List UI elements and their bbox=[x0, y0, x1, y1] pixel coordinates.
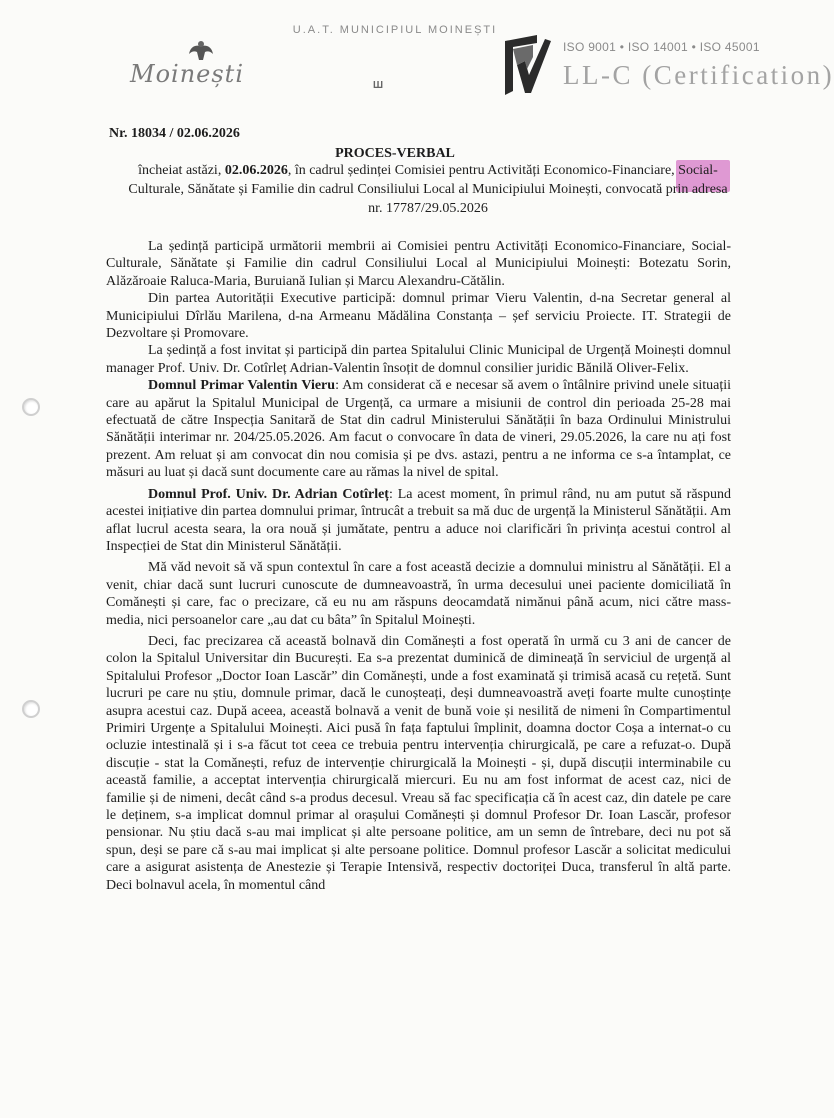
intro-suffix: , în cadrul ședinței Comisiei pentru Activități Economico-Financiare, Social-Culturale, Sănătate și Familie din cadrul Consiliului Local al Municipiului Moinești, convocată prin adresa nr. 17787/29.05.2026 bbox=[128, 163, 728, 216]
iso-standards: ISO 9001 • ISO 14001 • ISO 45001 bbox=[563, 40, 760, 54]
paragraph: Din partea Autorității Executive participă: domnul primar Vieru Valentin, d-na Secretar general al Municipiului Dîrlău Marilena, d-na Armeanu Mădălina Constanța – șef serviciu Proiecte. IT. Strategii de Dezvoltare și Promovare. bbox=[106, 291, 731, 342]
punch-hole bbox=[22, 700, 40, 718]
small-mark: Ш bbox=[373, 80, 384, 91]
paragraph: Domnul Prof. Univ. Dr. Adrian Cotîrleț: La acest moment, în primul rând, nu am putut să răspund acestei inițiative din partea domnului primar, întrucât a trebuit sa mă duc de urgență la Ministerul Sănătății. Am aflat lucrul acesta seara, la ora nouă și jumătate, pentru a aduce noi clarificări în privința acestui control al Inspecției de Stat din Ministerul Sănătății. bbox=[106, 486, 732, 554]
paragraph: Domnul Primar Valentin Vieru: Am considerat că e necesar să avem o întâlnire privind unele situații care au apărut la Spitalul Municipal de Urgență, ca urmare a misiunii de control din perioada 25-28 mai efectuată de către Inspecția Sanitară de Stat din cadrul Ministerului Sănătății în baza Ordinului Ministrului Sănătății interimar nr. 204/25.05.2026. Am facut o convocare în data de vineri, 29.05.2026, la care nu ați fost prezent. Am reluat și am convocat din nou comisia și pe dvs. astazi, pentru a ne informa ce s-a întamplat, ce măsuri au luat și dacă sunt documente care au rămas la nivel de spital. bbox=[106, 378, 731, 481]
speaker-name: Domnul Prof. Univ. Dr. Adrian Cotîrleț bbox=[148, 486, 389, 502]
intro-prefix: încheiat astăzi, bbox=[138, 163, 225, 178]
city-logo-text: Moinești bbox=[130, 60, 244, 88]
document-number: Nr. 18034 / 02.06.2026 bbox=[109, 126, 240, 141]
document-intro bbox=[128, 161, 728, 218]
paragraph: Deci, fac precizarea că această bolnavă din Comănești a fost operată în urmă cu 3 ani de cancer de colon la Spitalul Universitar din București. Ea s-a prezentat duminică de dimineață în serviciul de urgență al Spitalului Profesor „Doctor Ioan Lascăr” din Comănești, unde a fost examinată și trimisă acasă cu rețetă. Sunt lucruri pe care nu știu, domnule primar, dacă le cunoșteați, deși dumneavoastră aveți foarte multe cunoștințe asupra acestui caz. După aceea, această bolnavă a venit de bună voie și nesilită de nimeni în Compartimentul Primiri Urgențe a Spitalului Moinești. Aici pusă în fața faptului împlinit, doamna doctor Coșa a internat-o cu ocluzie intestinală și i s-a făcut tot ceea ce trebuia pentru intervenția chirurgicală, pe care a refuzat-o. După discuție - stat la Comănești, refuz de intervenție chirurgicală la Moinești - și, după discuții interminabile cu această familie, a acceptat intervenția chirurgicală miercuri. Eu nu am fost informat de acest caz, nici de familie și de nimeni, decât când s-a produs decesul. Vreau să fac specificația că în acest caz, din datele pe care le deținem, s-a implicat domnul primar al orașului Comănești și domnul Profesor Dr. Ioan Lascăr, profesor pensionar. Nu știu dacă s-au mai implicat și alte persoane politice, am un semn de întrebare, deci nu pot să spun, deși se pare că s-au mai implicat și alte persoane politice. Domnul profesor Lascăr a solicitat medicului care a asigurat asistența de Anestezie și Terapie Intensivă, respectiv doctoriței Duca, transferul în altă parte. Deci bolnavul acela, în momentul când bbox=[106, 633, 731, 893]
paragraph: Mă văd nevoit să vă spun contextul în care a fost această decizie a domnului ministru al Sănătății. El a venit, chiar dacă sunt lucruri cunoscute de dumneavoastră, în urma decesului unei paciente domiciliată în Comănești și care, fac o precizare, că eu nu am răspuns deocamdată nimănui până acum, nici către mass-media, nici persoanelor care „au dat cu bâta” în Spitalul Moinești. bbox=[106, 560, 731, 628]
punch-hole bbox=[22, 398, 40, 416]
paragraph: La ședință participă următorii membrii ai Comisiei pentru Activități Economico-Financiare, Social-Culturale, Sănătate și Familie din cadrul Consiliului Local al Municipiului Moinești: Botezatu Sorin, Alăzăroaie Raluca-Maria, Buruiană Iulian și Marcu Alexandru-Cătălin. bbox=[106, 239, 731, 289]
institution-name: U.A.T. MUNICIPIUL MOINEȘTI bbox=[292, 24, 498, 36]
intro-date: 02.06.2026 bbox=[224, 163, 288, 178]
certification-name: LL-C (Certification) bbox=[563, 60, 834, 90]
certification-check-icon bbox=[503, 35, 551, 97]
document-body bbox=[106, 238, 731, 894]
paragraph: La ședință a fost invitat și participă din partea Spitalului Clinic Municipal de Urgență Moinești domnul manager Prof. Univ. Dr. Cotîrleț Adrian-Valentin însoțit de domnul consilier juridic Bănilă Oliver-Felix. bbox=[106, 343, 731, 376]
speaker-name: Domnul Primar Valentin Vieru bbox=[148, 378, 336, 394]
document-title: PROCES-VERBAL bbox=[335, 146, 455, 161]
